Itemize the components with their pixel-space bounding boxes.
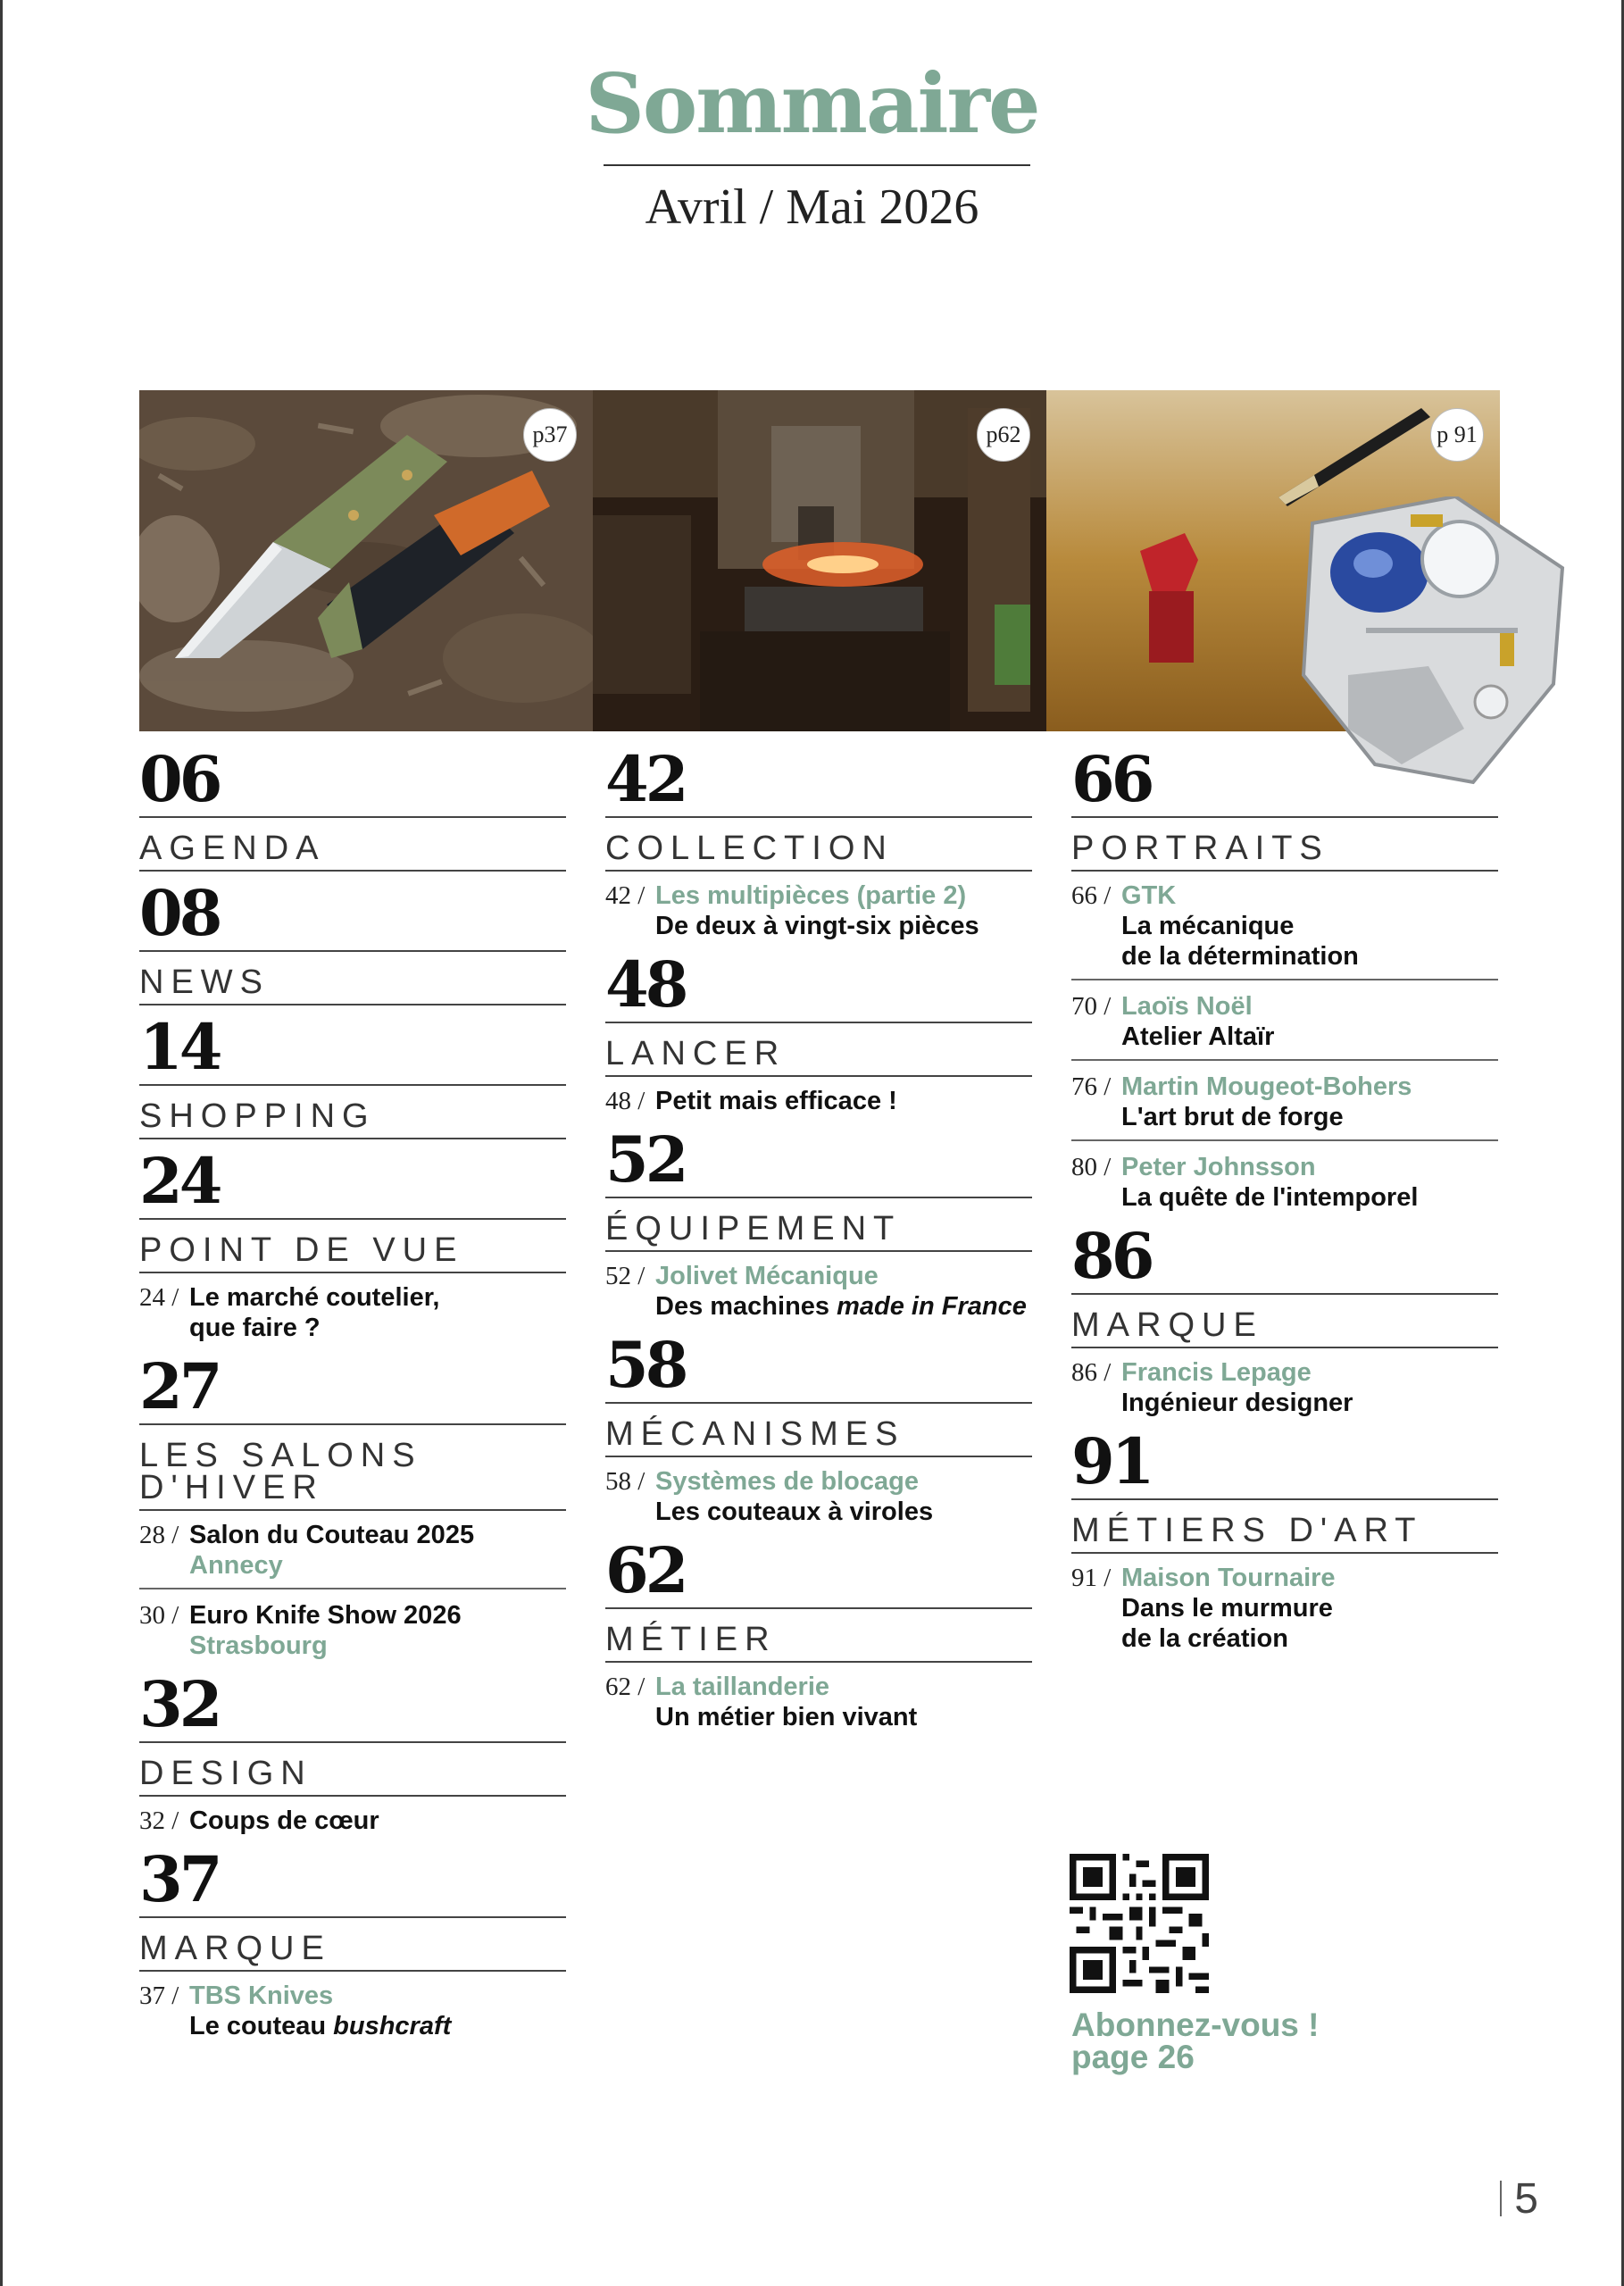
toc-section xyxy=(139,1350,566,1668)
section-page-number[interactable]: 32 xyxy=(139,1667,220,1741)
entry-title-italic: bushcraft xyxy=(333,2012,452,2040)
section-page-number[interactable]: 66 xyxy=(1071,742,1152,816)
entry-title-text: La mécanique de la détermination xyxy=(1121,912,1359,971)
page-frame-left xyxy=(0,0,3,2286)
entry-title-text: Des machines xyxy=(655,1292,837,1321)
entry-subject: Jolivet Mécanique xyxy=(655,1262,879,1290)
section-rule xyxy=(139,1138,566,1139)
entry-page: 37 / xyxy=(139,1981,179,2010)
section-rule xyxy=(139,1272,566,1273)
entry-page: 28 / xyxy=(139,1521,179,1549)
page-badge-forge: p62 xyxy=(977,408,1030,462)
entry-title xyxy=(1121,1102,1498,1132)
entry-page: 80 / xyxy=(1071,1153,1112,1181)
entry-title-text: Ingénieur designer xyxy=(1121,1389,1353,1417)
entry-page: 24 / xyxy=(139,1283,179,1312)
toc-section xyxy=(139,1011,566,1139)
entry-title-text: Coups de cœur xyxy=(189,1806,379,1835)
toc-section xyxy=(1071,1220,1498,1425)
entry-subject: TBS Knives xyxy=(189,1981,334,2010)
section-rule xyxy=(605,870,1032,872)
section-page-number[interactable]: 27 xyxy=(139,1349,220,1423)
section-rule xyxy=(139,1970,566,1972)
entry-title xyxy=(655,1086,1032,1116)
toc-section xyxy=(139,877,566,1005)
entry-title xyxy=(189,2011,566,2041)
entry-title xyxy=(1121,1388,1498,1418)
entry-title-text: Dans le murmure de la création xyxy=(1121,1594,1333,1653)
entry-page: 32 / xyxy=(139,1806,179,1835)
section-label[interactable]: MÉTIER xyxy=(605,1621,777,1658)
toc-section xyxy=(139,1145,566,1350)
toc-entry[interactable] xyxy=(605,1463,1032,1534)
entry-page: 30 / xyxy=(139,1601,179,1630)
toc-entry[interactable] xyxy=(605,877,1032,948)
entry-title-text: Les couteaux à viroles xyxy=(655,1498,934,1526)
entry-page: 48 / xyxy=(605,1087,645,1115)
section-label[interactable]: NEWS xyxy=(139,964,270,1001)
section-page-number[interactable]: 37 xyxy=(139,1842,220,1916)
page-number xyxy=(1500,2174,1538,2223)
page-title: Sommaire xyxy=(585,55,1039,152)
section-rule xyxy=(1071,1347,1498,1348)
entry-title xyxy=(189,1806,566,1836)
section-label[interactable]: MÉTIERS D'ART xyxy=(1071,1512,1423,1549)
section-label[interactable]: LES SALONS D'HIVER xyxy=(139,1437,422,1506)
toc-section xyxy=(139,1668,566,1843)
toc-entry[interactable] xyxy=(1071,1354,1498,1425)
section-label[interactable]: LANCER xyxy=(605,1035,787,1072)
section-page-number[interactable]: 58 xyxy=(605,1328,686,1402)
subscribe-line-1: Abonnez-vous ! xyxy=(1071,2007,1320,2043)
section-rule xyxy=(139,1004,566,1005)
toc-column-3 xyxy=(1071,743,1498,1661)
entry-title xyxy=(1121,1593,1498,1654)
entry-title-text: Petit mais efficace ! xyxy=(655,1087,897,1115)
section-page-number[interactable]: 62 xyxy=(605,1533,686,1607)
entry-subject: Maison Tournaire xyxy=(1121,1564,1336,1592)
section-page-number[interactable]: 48 xyxy=(605,947,686,1022)
entry-title-text: Un métier bien vivant xyxy=(655,1703,918,1731)
section-label[interactable]: MÉCANISMES xyxy=(605,1415,905,1453)
section-page-number[interactable]: 06 xyxy=(139,742,220,816)
toc-section xyxy=(605,1123,1032,1329)
section-label[interactable]: AGENDA xyxy=(139,830,326,867)
entry-page: 70 / xyxy=(1071,992,1112,1021)
toc-section xyxy=(605,948,1032,1123)
entry-title-text: Le marché coutelier, que faire ? xyxy=(189,1283,440,1342)
knife-photo xyxy=(139,390,593,731)
entry-title-text: Euro Knife Show 2026 xyxy=(189,1601,462,1630)
page-badge-ring: p 91 xyxy=(1430,408,1484,462)
page-number-value: 5 xyxy=(1514,2175,1538,2223)
entry-title-italic: made in France xyxy=(837,1292,1027,1321)
section-label[interactable]: MARQUE xyxy=(1071,1306,1263,1344)
entry-title xyxy=(189,1282,566,1343)
toc-entry[interactable] xyxy=(1071,877,1498,980)
toc-entry[interactable] xyxy=(139,1977,566,2048)
entry-title-text: De deux à vingt-six pièces xyxy=(655,912,979,940)
entry-subject: GTK xyxy=(1121,881,1177,910)
section-rule xyxy=(139,1509,566,1511)
qr-code[interactable] xyxy=(1070,1854,1209,1993)
toc-column-1 xyxy=(139,743,566,2048)
entry-title-text: Atelier Altaïr xyxy=(1121,1022,1275,1051)
entry-title xyxy=(189,1520,566,1550)
entry-subject: Les multipièces (partie 2) xyxy=(655,881,967,910)
entry-title xyxy=(1121,1182,1498,1213)
entry-title-text: L'art brut de forge xyxy=(1121,1103,1344,1131)
toc-entry[interactable] xyxy=(605,1668,1032,1740)
toc-entry[interactable] xyxy=(605,1257,1032,1329)
section-page-number[interactable]: 08 xyxy=(139,876,220,950)
entry-page: 86 / xyxy=(1071,1358,1112,1387)
entry-page: 62 / xyxy=(605,1673,645,1701)
toc-entry[interactable] xyxy=(1071,1068,1498,1141)
entry-page: 52 / xyxy=(605,1262,645,1290)
entry-title xyxy=(1121,1022,1498,1052)
entry-title-text: La quête de l'intemporel xyxy=(1121,1183,1419,1212)
section-rule xyxy=(139,870,566,872)
section-rule xyxy=(605,1456,1032,1457)
entry-subject: Strasbourg xyxy=(189,1631,328,1660)
folio-divider xyxy=(1500,2181,1502,2216)
section-page-number[interactable]: 52 xyxy=(605,1122,686,1197)
toc-entry[interactable] xyxy=(1071,1559,1498,1661)
toc-section xyxy=(605,743,1032,948)
section-page-number[interactable]: 91 xyxy=(1071,1424,1152,1498)
toc-section xyxy=(1071,743,1498,1220)
section-rule xyxy=(1071,1552,1498,1554)
section-rule xyxy=(605,1250,1032,1252)
entry-subject: Francis Lepage xyxy=(1121,1358,1312,1387)
entry-title xyxy=(655,911,1032,941)
section-page-number[interactable]: 24 xyxy=(139,1144,220,1218)
toc-section xyxy=(139,1843,566,2048)
page-badge-knife: p37 xyxy=(523,408,577,462)
section-page-number[interactable]: 14 xyxy=(139,1010,220,1084)
title-divider xyxy=(604,164,1030,166)
entry-title xyxy=(655,1497,1032,1527)
section-rule xyxy=(1071,870,1498,872)
entry-subject: Annecy xyxy=(189,1551,283,1580)
toc-entry[interactable] xyxy=(139,1279,566,1350)
section-rule xyxy=(139,1795,566,1797)
entry-subject: Systèmes de blocage xyxy=(655,1467,919,1496)
entry-title xyxy=(655,1291,1032,1322)
subscribe-line-2: page 26 xyxy=(1071,2039,1195,2075)
entry-title xyxy=(655,1702,1032,1732)
entry-title xyxy=(189,1600,566,1631)
section-rule xyxy=(605,1075,1032,1077)
section-label[interactable]: ÉQUIPEMENT xyxy=(605,1210,902,1247)
section-label[interactable]: PORTRAITS xyxy=(1071,830,1329,867)
entry-page: 76 / xyxy=(1071,1072,1112,1101)
section-label[interactable]: DESIGN xyxy=(139,1755,312,1792)
section-label[interactable]: SHOPPING xyxy=(139,1097,376,1135)
toc-entry[interactable] xyxy=(139,1802,566,1843)
toc-section xyxy=(605,1534,1032,1740)
toc-section xyxy=(605,1329,1032,1534)
entry-page: 91 / xyxy=(1071,1564,1112,1592)
entry-subject: Martin Mougeot-Bohers xyxy=(1121,1072,1412,1101)
toc-section xyxy=(1071,1425,1498,1661)
section-page-number[interactable]: 42 xyxy=(605,742,686,816)
entry-page: 42 / xyxy=(605,881,645,910)
entry-title-text: Salon du Couteau 2025 xyxy=(189,1521,475,1549)
entry-subject: Laoïs Noël xyxy=(1121,992,1253,1021)
toc-entry[interactable] xyxy=(139,1516,566,1589)
section-page-number[interactable]: 86 xyxy=(1071,1219,1152,1293)
toc-section xyxy=(139,743,566,872)
section-label[interactable]: COLLECTION xyxy=(605,830,894,867)
forge-photo xyxy=(593,390,1046,731)
entry-page: 58 / xyxy=(605,1467,645,1496)
toc-entry[interactable] xyxy=(605,1082,1032,1123)
section-rule xyxy=(605,1661,1032,1663)
entry-page: 66 / xyxy=(1071,881,1112,910)
entry-title xyxy=(1121,911,1498,972)
issue-date: Avril / Mai 2026 xyxy=(645,179,979,235)
entry-subject: Peter Johnsson xyxy=(1121,1153,1316,1181)
entry-title-text: Le couteau xyxy=(189,2012,334,2040)
entry-subject: La taillanderie xyxy=(655,1673,830,1701)
section-label[interactable]: MARQUE xyxy=(139,1930,331,1967)
toc-entry[interactable] xyxy=(1071,1148,1498,1220)
toc-column-2 xyxy=(605,743,1032,1740)
section-label[interactable]: POINT DE VUE xyxy=(139,1231,464,1269)
toc-entry[interactable] xyxy=(139,1597,566,1668)
subscribe-callout[interactable] xyxy=(1071,2009,1319,2073)
toc-entry[interactable] xyxy=(1071,988,1498,1061)
